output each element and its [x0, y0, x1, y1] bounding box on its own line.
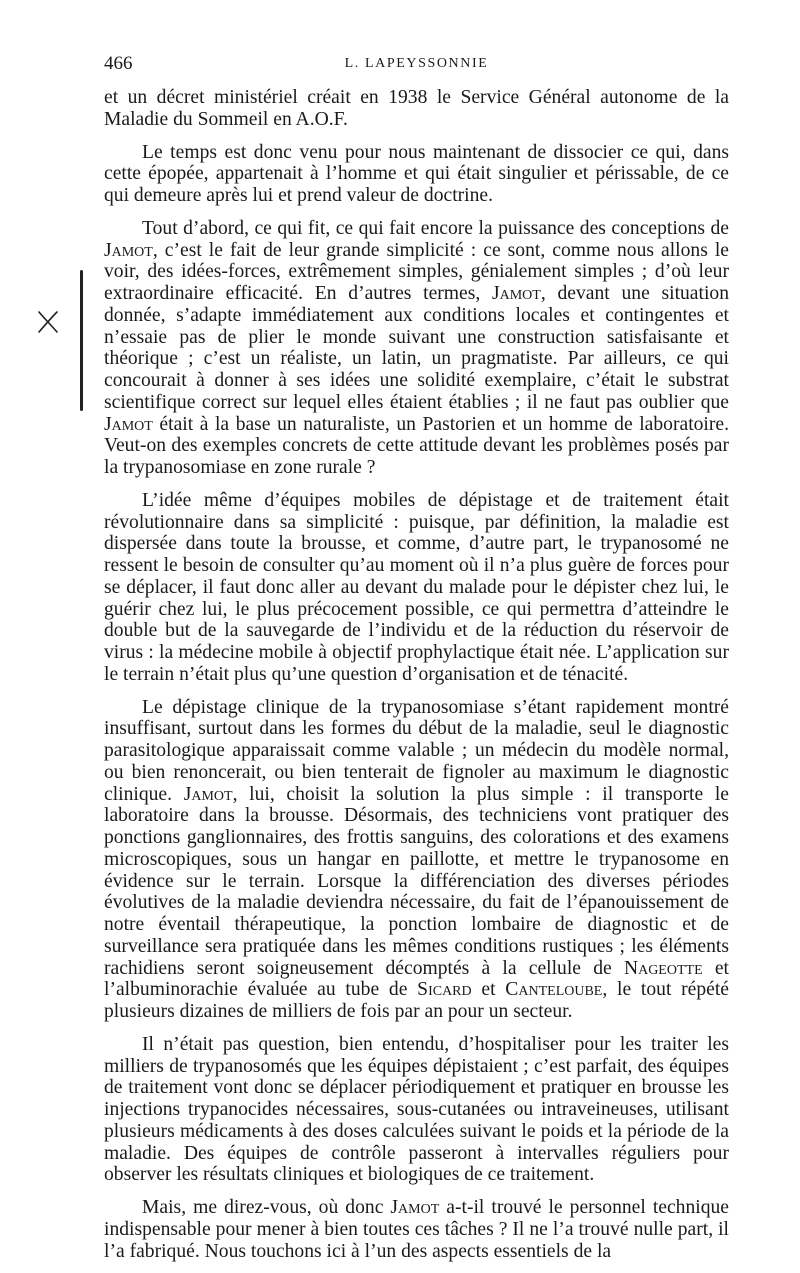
- author-name-jamot: Jamot: [183, 783, 233, 805]
- author-name-jamot: Jamot: [104, 413, 153, 435]
- author-name-jamot: Jamot: [390, 1197, 440, 1218]
- paragraph-7: [104, 1197, 729, 1262]
- text-run: et l’albuminorachie évaluée au tube de: [104, 957, 729, 1001]
- text-run: Tout d’abord, ce qui fit, ce qui fait encore la puissance des conceptions de: [142, 217, 729, 239]
- author-name-canteloube: Canteloube: [505, 979, 603, 1001]
- page-number: 466: [104, 53, 133, 74]
- author-name-sicard: Sicard: [417, 979, 472, 1001]
- margin-sideline: [80, 270, 83, 411]
- text-run: , devant une situation donnée, s’adapte immédiatement aux conditions locales et contingentes et n’essaie pas de plier le monde suivant une construction satisfaisante et théorique ; c’est un réaliste, un latin, un pragmatiste. Par ailleurs, ce qui concourait à donner à ses idées une solidité exemplaire, c’était le substrat scientifique correct sur lequel elles étaient établies ; il ne faut pas oublier que: [104, 283, 729, 413]
- author-name-nageotte: Nageotte: [623, 957, 703, 979]
- running-head: L. LAPEYSSONNIE: [344, 56, 489, 71]
- text-run: , le tout répété plusieurs dizaines de milliers de fois par an pour un secteur.: [104, 979, 730, 1022]
- text-run: était à la base un naturaliste, un Pastorien et un homme de laboratoire. Veut-on des exemples concrets de cette attitude devant les problèmes posés par la trypanosomiase en zone rurale ?: [104, 413, 729, 478]
- paragraph-3: [104, 218, 729, 479]
- paragraph-2: Le temps est donc venu pour nous maintenant de dissocier ce qui, dans cette épopée, appartenait à l’homme et qui était singulier et périssable, de ce qui demeure après lui et prend valeur de doctrine.: [104, 141, 729, 206]
- text-run: Mais, me direz-vous, où donc: [142, 1197, 391, 1218]
- author-name-jamot: Jamot: [492, 283, 541, 304]
- author-name-jamot: Jamot: [104, 239, 153, 261]
- text-run: Le dépistage clinique de la trypanosomiase s’étant rapidement montré insuffisant, surtout dans les formes du début de la maladie, seul le diagnostic parasitologique apparaissait comme valable ; un médecin du modèle normal, ou bien renoncerait, ou bien tenterait de fignoler au maximum le diagnostic clinique.: [104, 696, 729, 805]
- text-run: et: [471, 979, 506, 1001]
- text-run: , lui, choisit la solution la plus simple : il transporte le laboratoire dans la brousse. Désormais, des techniciens vont pratiquer des ponctions ganglionnaires, des frottis sanguins, des colorations et des examens microscopiques, sous un hangar en paillotte, et mettre le trypanosome en évidence sur le terrain. Lorsque la différenciation des diverses périodes évolutives de la maladie deviendra nécessaire, du fait de l’épanouissement de notre éventail thérapeutique, la ponction lombaire de diagnostic et de surveillance sera pratiquée dans les mêmes conditions rustiques ; les éléments rachidiens seront soigneusement décomptés à la cellule de: [104, 783, 729, 979]
- text-run: a-t-il trouvé le personnel technique indispensable pour mener à bien toutes ces tâches ? Il ne l’a trouvé nulle part, il l’a fabriqué. Nous touchons ici à l’un des aspects essentiels de la: [104, 1197, 730, 1262]
- paragraph-6: Il n’était pas question, bien entendu, d’hospitaliser pour les traiter les milliers de trypanosomés que les équipes dépistaient ; c’est parfait, des équipes de traitement vont donc se déplacer périodiquement et pratiquer en brousse les injections trypanocides nécessaires, sous-cutanées ou intraveineuses, utilisant plusieurs médicaments à des doses calculées suivant le poids et la période de la maladie. Des équipes de contrôle passeront à intervalles réguliers pour observer les résultats cliniques et biologiques de ce traitement.: [104, 1033, 729, 1186]
- article-body: [104, 87, 729, 1273]
- page-header: [104, 53, 729, 77]
- text-run: , c’est le fait de leur grande simplicité : ce sont, comme nous allons le voir, des idées-forces, extrêmement simples, génialement simples ; d’où leur extraordinaire efficacité. En d’autres termes,: [104, 239, 729, 304]
- paragraph-5: [104, 697, 729, 1023]
- cross-mark-icon: [36, 310, 60, 334]
- paragraph-4: L’idée même d’équipes mobiles de dépistage et de traitement était révolutionnaire dans sa simplicité : puisque, par définition, la maladie est dispersée dans toute la brousse, et comme, d’autre part, le trypanosomé ne ressent le besoin de consulter qu’au moment où il n’a plus guère de forces pour se déplacer, il faut donc aller au devant du malade pour le dépister chez lui, le guérir chez lui, le plus précocement possible, ce qui permettra d’atteindre le double but de la sauvegarde de l’individu et de la réduction du réservoir de virus : la médecine mobile à objectif prophylactique était née. L’application sur le terrain n’était plus qu’une question d’organisation et de ténacité.: [104, 489, 729, 685]
- paragraph-1: et un décret ministériel créait en 1938 le Service Général autonome de la Maladie du Sommeil en A.O.F.: [104, 87, 729, 130]
